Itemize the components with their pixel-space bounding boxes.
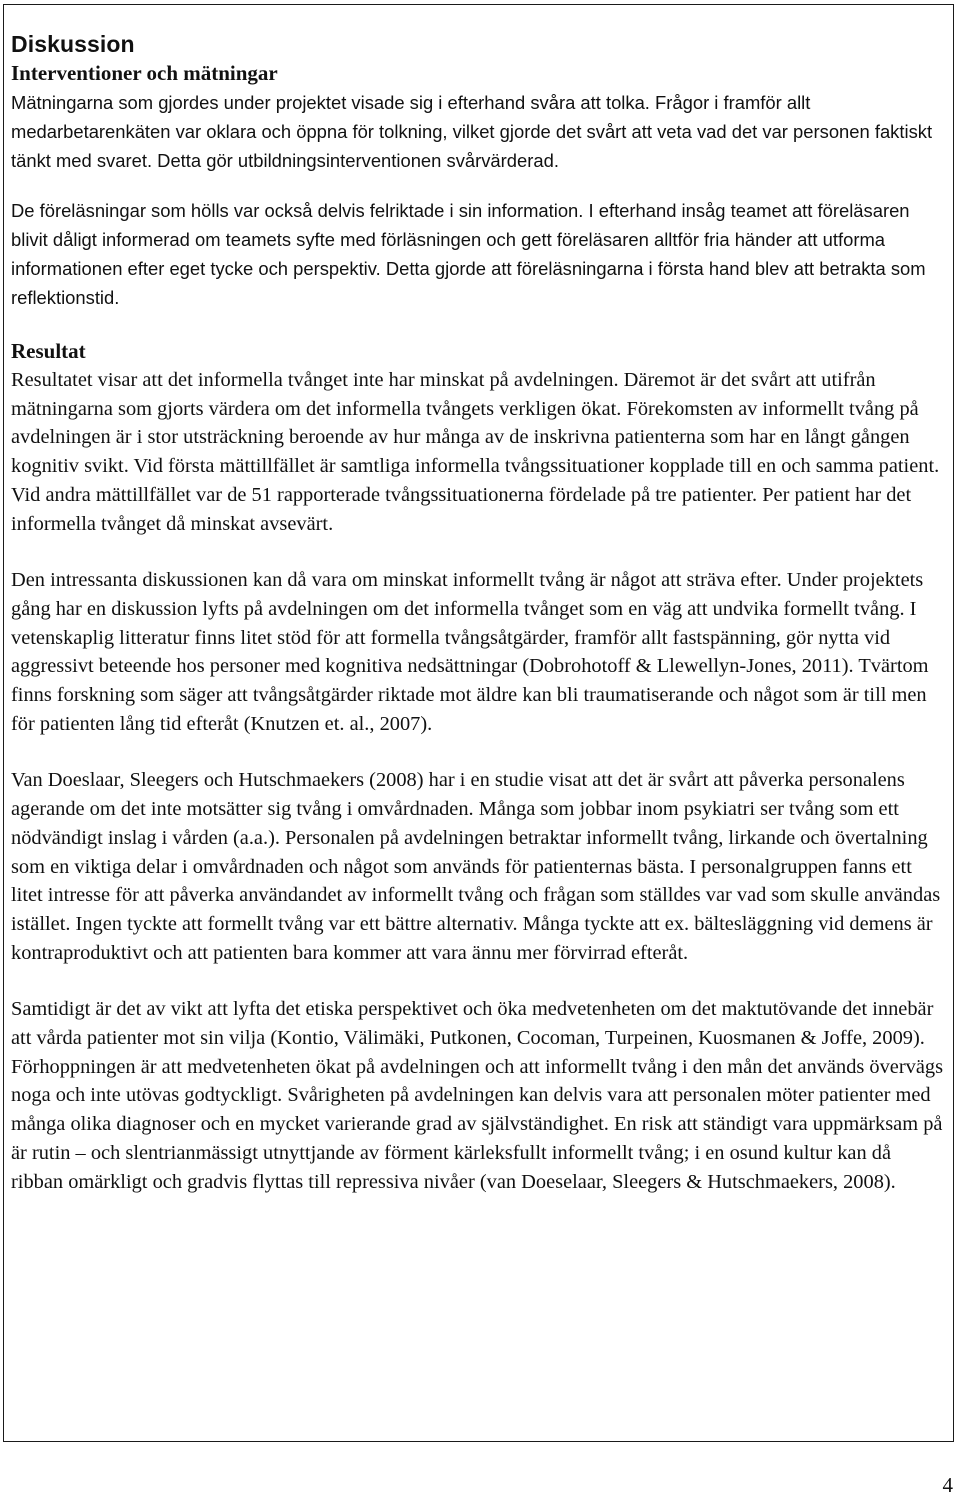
interventions-paragraph-2: De föreläsningar som hölls var också delvis felriktade i sin information. I efterhand insåg teamet att föreläsaren blivit dåligt informerad om teamets syfte med förläsningen och gett föreläsaren alltför fria händer att utforma informationen efter eget tycke och perspektiv. Detta gjorde att föreläsningarna i första hand blev att betrakta som reflektionstid.	[11, 200, 926, 308]
section-gap	[11, 312, 947, 337]
interventions-paragraph-1: Mätningarna som gjordes under projektet visade sig i efterhand svåra att tolka. Frågor i framför allt medarbetarenkäten var oklara och öppna för tolkning, vilket gjorde det svårt att veta vad det var personen faktiskt tänkt med svaret. Detta gör utbildningsinterventionen svårvärderad.	[11, 92, 933, 171]
results-paragraph-2: Den intressanta diskussionen kan då vara om minskat informellt tvång är något att sträva efter. Under projektets gång har en diskussion lyfts på avdelningen om det informella tvånget som en väg att undvika formellt tvång. I vetenskaplig litteratur finns litet stöd för att formella tvångsåtgärder, framför allt fastspänning, gör nytta vid aggressivt beteende hos personer med kognitiva nedsättningar (Dobrohotoff & Llewellyn-Jones, 2011). Tvärtom finns forskning som säger att tvångsåtgärder riktade mot äldre kan bli traumatiserande och något som är till men för patienten lång tid efteråt (Knutzen et. al., 2007).	[11, 569, 929, 735]
results-paragraph-4: Samtidigt är det av vikt att lyfta det etiska perspektivet och öka medvetenheten om det maktutövande det innebär att vårda patienter mot sin vilja (Kontio, Välimäki, Putkonen, Cocoman, Turpeinen, Kuosmanen & Joffe, 2009). Förhoppningen är att medvetenheten ökat på avdelningen och att informellt tvång i den mån det används övervägs noga och inte utövas godtyckligt. Svårigheten på avdelningen kan delvis vara att personalen möter patienter med många olika diagnoser och en mycket varierande grad av självständighet. En risk att ständigt vara uppmärksam på är rutin – och slentrianmässigt utnyttjande av förment kärleksfullt informellt tvång; i en osund kultur kan då ribban omärkligt och gradvis flyttas till repressiva nivåer (van Doeselaar, Sleegers & Hutschmaekers, 2008).	[11, 998, 944, 1193]
paragraph-gap	[11, 538, 947, 566]
discussion-content	[11, 30, 947, 1196]
results-paragraph-1: Resultatet visar att det informella tvånget inte har minskat på avdelningen. Däremot är det svårt att utifrån mätningarna som gjorts värdera om det informella tvångets verkligen ökat. Förekomsten av informellt tvång på avdelningen är i stor utsträckning beroende av hur många av de inskrivna patienterna som har en långt gången kognitiv svikt. Vid första mättillfället är samtliga informella tvångssituationer kopplade till en och samma patient. Vid andra mättillfället var de 51 rapporterade tvångssituationerna fördelade på tre patienter. Per patient har det informella tvånget då minskat avsevärt.	[11, 369, 940, 535]
page-number: 4	[942, 1473, 953, 1497]
paragraph-gap	[11, 738, 947, 766]
results-heading: Resultat	[11, 339, 86, 363]
discussion-heading: Diskussion	[11, 31, 135, 57]
interventions-heading: Interventioner och mätningar	[11, 61, 278, 85]
results-paragraph-3: Van Doeslaar, Sleegers och Hutschmaekers (2008) har i en studie visat att det är svårt att påverka personalens agerande om det inte motsätter sig tvång i omvårdnaden. Många som jobbar inom psykiatri ser tvång som ett nödvändigt inslag i vården (a.a.). Personalen på avdelningen betraktar informellt tvång, lirkande och övertalning som en viktiga delar i omvårdnaden och något som används för patienternas bästa. I personalgruppen fanns ett litet intresse för att påverka användandet av informellt tvång och frågan som ställdes var vad som skulle användas istället. Ingen tyckte att formellt tvång var ett bättre alternativ. Många tyckte att ex. bältesläggning vid demens är kontraproduktivt och att patienten bara kommer att vara ännu mer förvirrad efteråt.	[11, 769, 941, 964]
paragraph-gap	[11, 175, 947, 196]
paragraph-gap	[11, 967, 947, 995]
